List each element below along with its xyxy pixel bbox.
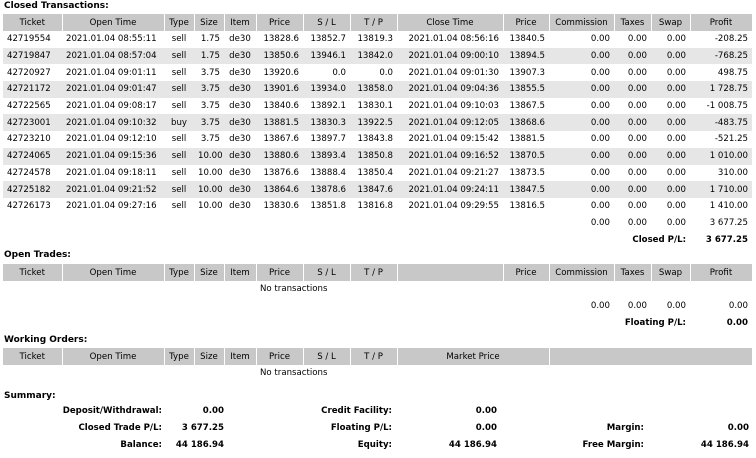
cell-sl: 13851.8 [310, 201, 346, 212]
cell-tp: 13830.1 [357, 101, 393, 112]
cell-commission: 0.00 [590, 167, 610, 178]
col-header-tp[interactable]: T / P [350, 14, 397, 31]
cell-sl: 13934.0 [303, 81, 350, 98]
cell-item: de30 [229, 134, 251, 145]
total-swap: 0.00 [666, 301, 686, 312]
cell-ticket: 42724578 [7, 167, 51, 178]
cell-swap: 0.00 [651, 48, 690, 65]
closed-totals-row [3, 215, 752, 232]
cell-close-price: 13868.6 [503, 114, 549, 131]
table-row[interactable] [3, 198, 752, 215]
cell-type: sell [171, 201, 187, 212]
col-header-profit[interactable]: Profit [690, 14, 752, 31]
cell-type: sell [171, 101, 187, 112]
empty-row [3, 281, 752, 298]
cell-open-time: 2021.01.04 09:10:32 [62, 114, 164, 131]
cell-close-time: 2021.01.04 09:10:03 [408, 101, 499, 112]
col-header-tp[interactable]: T / P [350, 348, 397, 365]
cell-taxes: 0.00 [627, 67, 647, 78]
cell-type: sell [171, 134, 187, 145]
col-header-type[interactable]: Type [164, 14, 194, 31]
col-header-price[interactable]: Price [256, 264, 303, 281]
cell-size: 3.75 [200, 134, 220, 145]
table-row[interactable] [3, 98, 752, 115]
open-trades-title: Open Trades: [4, 250, 71, 260]
col-header-taxes[interactable]: Taxes [614, 14, 651, 31]
cell-sl: 13830.3 [303, 114, 350, 131]
cell-item: de30 [229, 201, 251, 212]
cell-profit: 310.00 [717, 167, 748, 178]
cell-profit: -1 008.75 [706, 101, 748, 112]
cell-price: 13828.6 [263, 34, 299, 45]
cell-close-price: 13894.5 [503, 48, 549, 65]
credit-facility-value: 0.00 [475, 406, 497, 416]
cell-profit: 1 710.00 [690, 181, 752, 198]
col-header-type[interactable]: Type [164, 348, 194, 365]
closed-transactions-table [3, 14, 753, 248]
col-header-item[interactable]: Item [224, 14, 256, 31]
cell-profit: 498.75 [717, 67, 748, 78]
cell-profit: -768.25 [690, 48, 752, 65]
cell-taxes: 0.00 [614, 148, 651, 165]
open-totals-row [3, 298, 752, 315]
cell-price: 13864.6 [256, 181, 303, 198]
cell-tp: 13816.8 [357, 201, 393, 212]
cell-close-price: 13855.5 [503, 81, 549, 98]
cell-ticket: 42722565 [7, 101, 51, 112]
cell-open-time: 2021.01.04 09:12:10 [66, 134, 157, 145]
cell-price: 13850.6 [256, 48, 303, 65]
balance-value: 44 186.94 [175, 440, 224, 450]
cell-item: de30 [224, 148, 256, 165]
deposit-label: Deposit/Withdrawal: [62, 406, 162, 416]
col-header-type[interactable]: Type [164, 264, 194, 281]
floating-pl-row [3, 314, 752, 331]
cell-ticket: 42725182 [3, 181, 62, 198]
cell-sl: 13946.1 [303, 48, 350, 65]
cell-close-time: 2021.01.04 09:16:52 [397, 148, 503, 165]
col-header-sl[interactable]: S / L [303, 264, 350, 281]
table-row[interactable] [3, 31, 752, 48]
cell-open-time: 2021.01.04 09:27:16 [66, 201, 157, 212]
table-header-row [3, 264, 752, 281]
cell-ticket: 42719847 [3, 48, 62, 65]
margin-label: Margin: [606, 423, 644, 433]
cell-open-time: 2021.01.04 09:15:36 [62, 148, 164, 165]
cell-sl: 13892.1 [310, 101, 346, 112]
cell-taxes: 0.00 [627, 201, 647, 212]
closed-transactions-title: Closed Transactions: [4, 1, 109, 11]
summary-row-2 [3, 423, 752, 439]
cell-open-time: 2021.01.04 09:01:47 [62, 81, 164, 98]
cell-price: 13920.6 [263, 67, 299, 78]
cell-ticket: 42720927 [7, 67, 51, 78]
cell-close-time: 2021.01.04 09:21:27 [408, 167, 499, 178]
col-header-tp[interactable]: T / P [350, 264, 397, 281]
open-trades-table [3, 264, 753, 331]
floating-pl-value: 0.00 [726, 317, 748, 328]
col-header-commission[interactable]: Commission [549, 264, 614, 281]
col-header-ticket[interactable]: Ticket [3, 348, 62, 365]
cell-sl: 0.0 [332, 67, 346, 78]
cell-swap: 0.00 [651, 181, 690, 198]
cell-type: sell [164, 181, 194, 198]
closed-pl-value: 3 677.25 [705, 234, 748, 245]
cell-tp: 13842.0 [350, 48, 397, 65]
col-header-swap[interactable]: Swap [651, 264, 690, 281]
total-taxes: 0.00 [627, 217, 647, 228]
cell-price: 13840.6 [263, 101, 299, 112]
cell-price: 13876.6 [263, 167, 299, 178]
cell-swap: 0.00 [651, 148, 690, 165]
cell-taxes: 0.00 [627, 101, 647, 112]
col-header-open-time[interactable]: Open Time [62, 264, 164, 281]
cell-type: sell [164, 48, 194, 65]
cell-type: buy [164, 114, 194, 131]
cell-commission: 0.00 [590, 34, 610, 45]
cell-close-price: 13840.5 [509, 34, 545, 45]
cell-type: sell [171, 34, 187, 45]
cell-open-time: 2021.01.04 09:18:11 [66, 167, 157, 178]
total-commission: 0.00 [590, 217, 610, 228]
cell-commission: 0.00 [549, 148, 614, 165]
cell-size: 3.75 [200, 67, 220, 78]
cell-tp: 13858.0 [350, 81, 397, 98]
cell-close-time: 2021.01.04 09:24:11 [397, 181, 503, 198]
closed-pl-label: Closed P/L: [632, 234, 686, 245]
cell-commission: 0.00 [549, 114, 614, 131]
cell-close-time: 2021.01.04 09:29:55 [408, 201, 499, 212]
cell-swap: 0.00 [666, 101, 686, 112]
col-header-close-time[interactable]: Close Time [397, 14, 503, 31]
col-header-blank [549, 348, 752, 365]
cell-commission: 0.00 [590, 101, 610, 112]
cell-item: de30 [229, 67, 251, 78]
working-orders-title: Working Orders: [4, 335, 88, 345]
cell-ticket: 42721172 [3, 81, 62, 98]
cell-profit: -483.75 [690, 114, 752, 131]
closed-pl-row [3, 231, 752, 248]
cell-close-price: 13881.5 [509, 134, 545, 145]
table-row[interactable] [3, 181, 752, 198]
cell-close-time: 2021.01.04 09:00:10 [397, 48, 503, 65]
col-header-item[interactable]: Item [224, 264, 256, 281]
cell-item: de30 [229, 101, 251, 112]
summary-floating-pl-value: 0.00 [475, 423, 497, 433]
free-margin-value: 44 186.94 [700, 440, 749, 450]
cell-swap: 0.00 [666, 167, 686, 178]
cell-taxes: 0.00 [614, 181, 651, 198]
col-header-sl[interactable]: S / L [303, 14, 350, 31]
total-profit: 3 677.25 [709, 217, 748, 228]
cell-close-price: 13847.5 [503, 181, 549, 198]
cell-tp: 13843.8 [357, 134, 393, 145]
cell-size: 3.75 [200, 101, 220, 112]
cell-profit: -208.25 [714, 34, 748, 45]
col-header-ticket[interactable]: Ticket [3, 264, 62, 281]
cell-open-time: 2021.01.04 09:21:52 [62, 181, 164, 198]
cell-size: 3.75 [194, 81, 224, 98]
cell-commission: 0.00 [549, 81, 614, 98]
cell-open-time: 2021.01.04 08:57:04 [62, 48, 164, 65]
table-row[interactable] [3, 114, 752, 131]
cell-price: 13881.5 [256, 114, 303, 131]
col-header-item[interactable]: Item [224, 348, 256, 365]
cell-swap: 0.00 [651, 81, 690, 98]
col-header-blank [397, 264, 503, 281]
equity-value: 44 186.94 [448, 440, 497, 450]
cell-sl: 13893.4 [303, 148, 350, 165]
cell-profit: 1 010.00 [690, 148, 752, 165]
col-header-ticket[interactable]: Ticket [3, 14, 62, 31]
cell-type: sell [164, 148, 194, 165]
cell-taxes: 0.00 [627, 134, 647, 145]
total-taxes: 0.00 [627, 301, 647, 312]
cell-sl: 13897.7 [310, 134, 346, 145]
col-header-open-time[interactable]: Open Time [62, 14, 164, 31]
cell-close-price: 13873.5 [509, 167, 545, 178]
cell-size: 10.00 [198, 201, 223, 212]
closed-trade-pl-value: 3 677.25 [181, 423, 224, 433]
table-row[interactable] [3, 81, 752, 98]
cell-tp: 13922.5 [350, 114, 397, 131]
cell-swap: 0.00 [666, 34, 686, 45]
cell-commission: 0.00 [549, 181, 614, 198]
cell-close-price: 13907.3 [509, 67, 545, 78]
cell-taxes: 0.00 [627, 34, 647, 45]
col-header-close-price[interactable]: Price [503, 14, 549, 31]
cell-close-price: 13870.5 [503, 148, 549, 165]
cell-swap: 0.00 [651, 114, 690, 131]
cell-close-time: 2021.01.04 09:12:05 [397, 114, 503, 131]
summary-title: Summary: [4, 391, 56, 401]
cell-type: sell [171, 67, 187, 78]
cell-commission: 0.00 [590, 134, 610, 145]
cell-open-time: 2021.01.04 08:55:11 [66, 34, 157, 45]
summary-row-3 [3, 440, 752, 456]
table-row[interactable] [3, 48, 752, 65]
cell-sl: 13878.6 [303, 181, 350, 198]
total-profit: 0.00 [728, 301, 748, 312]
table-header-row [3, 14, 752, 31]
cell-tp: 0.0 [379, 67, 393, 78]
col-header-size[interactable]: Size [194, 14, 224, 31]
col-header-taxes[interactable]: Taxes [614, 264, 651, 281]
free-margin-label: Free Margin: [582, 440, 644, 450]
col-header-size[interactable]: Size [194, 264, 224, 281]
col-header-swap[interactable]: Swap [651, 14, 690, 31]
cell-ticket: 42726173 [7, 201, 51, 212]
no-transactions-text: No transactions [260, 284, 328, 295]
cell-close-time: 2021.01.04 09:15:42 [408, 134, 499, 145]
col-header-market-price[interactable]: Market Price [397, 348, 549, 365]
cell-size: 10.00 [194, 148, 224, 165]
cell-close-time: 2021.01.04 09:04:36 [397, 81, 503, 98]
cell-price: 13901.6 [256, 81, 303, 98]
cell-item: de30 [229, 34, 251, 45]
no-transactions-text: No transactions [260, 368, 328, 379]
cell-close-price: 13816.5 [509, 201, 545, 212]
floating-pl-label: Floating P/L: [624, 317, 686, 328]
cell-price: 13880.6 [256, 148, 303, 165]
cell-profit: -521.25 [714, 134, 748, 145]
col-header-open-time[interactable]: Open Time [62, 348, 164, 365]
cell-swap: 0.00 [666, 201, 686, 212]
cell-ticket: 42719554 [7, 34, 51, 45]
table-row[interactable] [3, 165, 752, 182]
col-header-size[interactable]: Size [194, 348, 224, 365]
cell-open-time: 2021.01.04 09:01:11 [66, 67, 157, 78]
cell-commission: 0.00 [590, 67, 610, 78]
cell-taxes: 0.00 [614, 48, 651, 65]
cell-profit: 1 410.00 [709, 201, 748, 212]
table-row[interactable] [3, 64, 752, 81]
cell-tp: 13850.8 [350, 148, 397, 165]
cell-tp: 13847.6 [350, 181, 397, 198]
credit-facility-label: Credit Facility: [321, 406, 392, 416]
empty-row [3, 365, 752, 382]
table-row[interactable] [3, 148, 752, 165]
cell-price: 13867.6 [263, 134, 299, 145]
margin-value: 0.00 [727, 423, 749, 433]
col-header-price[interactable]: Price [256, 14, 303, 31]
working-orders-table [3, 348, 753, 382]
cell-size: 1.75 [194, 48, 224, 65]
table-header-row [3, 348, 752, 365]
table-row[interactable] [3, 131, 752, 148]
cell-ticket: 42723210 [7, 134, 51, 145]
cell-commission: 0.00 [549, 48, 614, 65]
cell-item: de30 [229, 167, 251, 178]
cell-taxes: 0.00 [627, 167, 647, 178]
col-header-price[interactable]: Price [256, 348, 303, 365]
cell-size: 3.75 [194, 114, 224, 131]
cell-close-time: 2021.01.04 09:01:30 [408, 67, 499, 78]
cell-type: sell [171, 167, 187, 178]
cell-item: de30 [224, 48, 256, 65]
cell-size: 1.75 [200, 34, 220, 45]
cell-taxes: 0.00 [614, 81, 651, 98]
cell-item: de30 [224, 181, 256, 198]
cell-size: 10.00 [194, 181, 224, 198]
deposit-value: 0.00 [202, 406, 224, 416]
equity-label: Equity: [357, 440, 392, 450]
cell-ticket: 42723001 [3, 114, 62, 131]
col-header-profit[interactable]: Profit [690, 264, 752, 281]
cell-price: 13830.6 [263, 201, 299, 212]
cell-tp: 13819.3 [357, 34, 393, 45]
cell-ticket: 42724065 [3, 148, 62, 165]
cell-type: sell [164, 81, 194, 98]
col-header-price-current[interactable]: Price [503, 264, 549, 281]
total-swap: 0.00 [666, 217, 686, 228]
cell-profit: 1 728.75 [690, 81, 752, 98]
cell-sl: 13852.7 [310, 34, 346, 45]
cell-sl: 13888.4 [310, 167, 346, 178]
cell-close-time: 2021.01.04 08:56:16 [408, 34, 499, 45]
cell-tp: 13850.4 [357, 167, 393, 178]
cell-taxes: 0.00 [614, 114, 651, 131]
balance-label: Balance: [120, 440, 162, 450]
summary-floating-pl-label: Floating P/L: [330, 423, 392, 433]
cell-item: de30 [224, 114, 256, 131]
cell-close-price: 13867.5 [509, 101, 545, 112]
cell-swap: 0.00 [666, 134, 686, 145]
cell-commission: 0.00 [590, 201, 610, 212]
cell-swap: 0.00 [666, 67, 686, 78]
summary-row-1 [3, 406, 752, 422]
col-header-commission[interactable]: Commission [549, 14, 614, 31]
closed-trade-pl-label: Closed Trade P/L: [78, 423, 162, 433]
cell-item: de30 [224, 81, 256, 98]
total-commission: 0.00 [590, 301, 610, 312]
cell-size: 10.00 [198, 167, 223, 178]
col-header-sl[interactable]: S / L [303, 348, 350, 365]
cell-open-time: 2021.01.04 09:08:17 [66, 101, 157, 112]
